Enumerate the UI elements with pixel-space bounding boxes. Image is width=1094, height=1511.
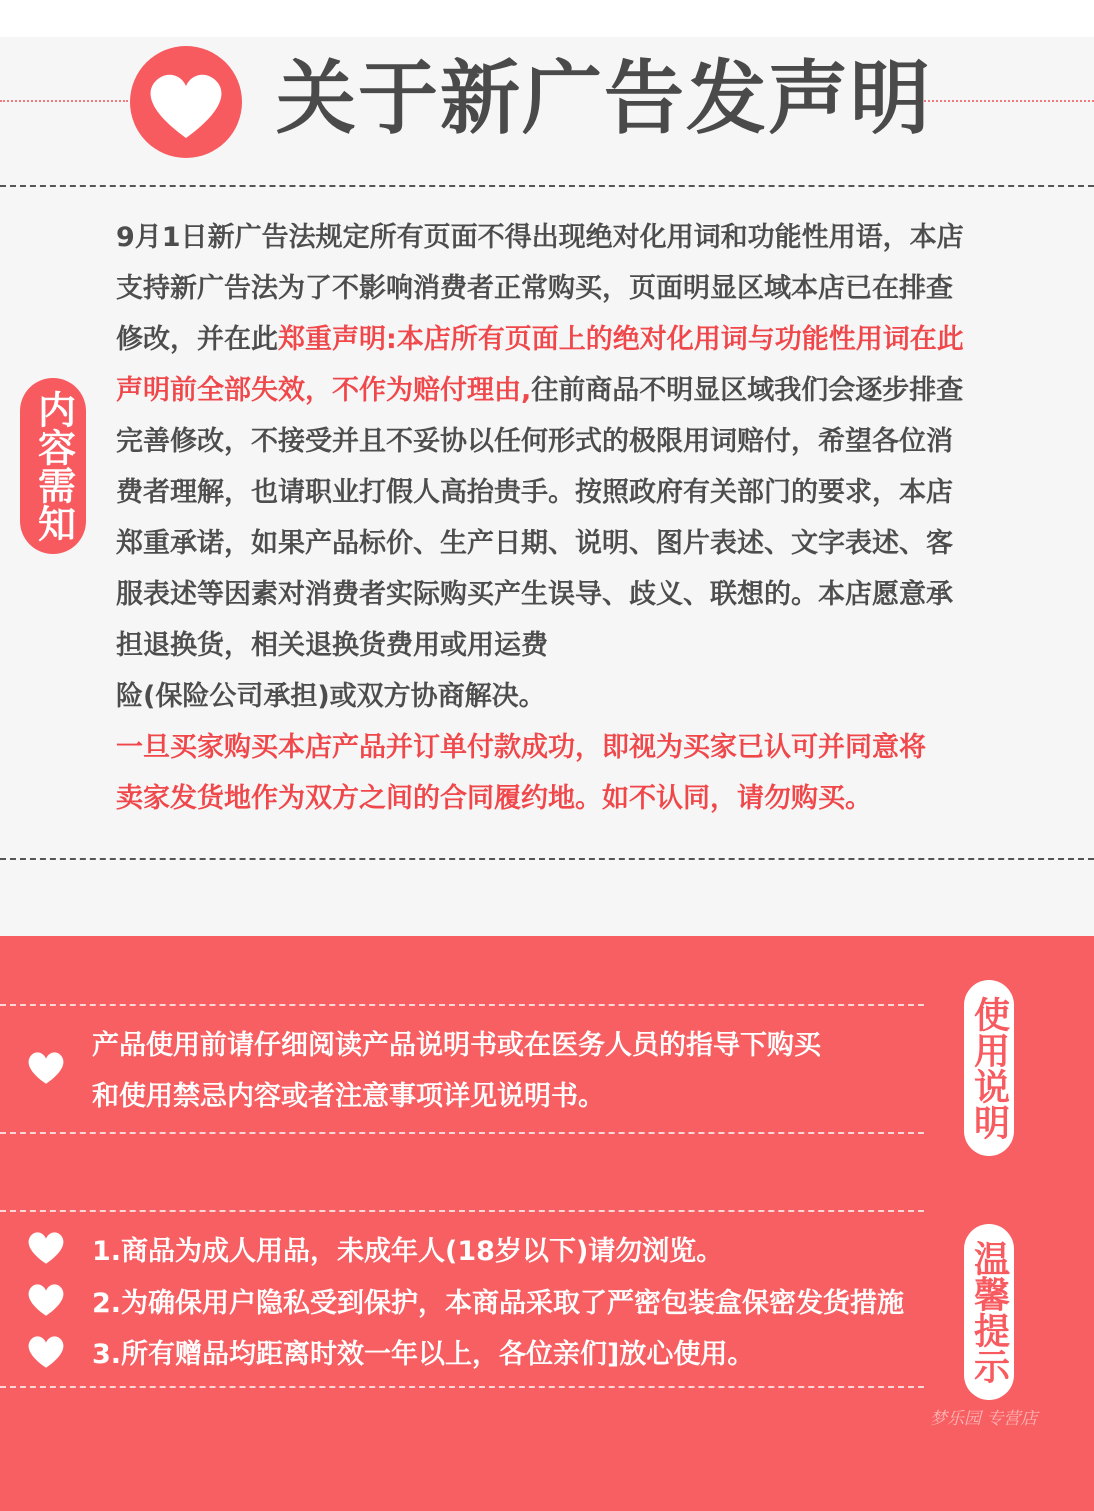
usage-line-1: 产品使用前请仔细阅读产品说明书或在医务人员的指导下购买 [92, 1030, 821, 1061]
tip-item-2: 2.为确保用户隐私受到保护，本商品采取了严密包装盒保密发货措施 [92, 1288, 905, 1319]
heart-icon [130, 46, 242, 158]
notice-line [116, 569, 1056, 620]
notice-text: 费者理解，也请职业打假人高抬贵手。按照政府有关部门的要求，本店 [116, 477, 953, 508]
notice-line [116, 773, 1056, 824]
notice-body [116, 212, 1056, 824]
notice-text: 郑重承诺，如果产品标价、生产日期、说明、图片表述、文字表述、客 [116, 528, 953, 559]
notice-highlight-text: 声明前全部失效，不作为赔付理由, [116, 375, 532, 406]
heart-icon [25, 1046, 67, 1088]
notice-line [116, 671, 1056, 722]
usage-top-divider [0, 1004, 924, 1006]
notice-highlight-text: 一旦买家购买本店产品并订单付款成功，即视为买家已认可并同意将 [116, 732, 926, 763]
tips-top-divider [0, 1210, 924, 1212]
header-divider-right [908, 100, 1094, 102]
page-title: 关于新广告发声明 [276, 52, 932, 145]
notice-line [116, 416, 1056, 467]
heart-icon [25, 1226, 67, 1268]
heart-icon [25, 1278, 67, 1320]
notice-text: 险(保险公司承担)或双方协商解决。 [116, 681, 546, 712]
shop-watermark: 梦乐园 专营店 [930, 1409, 1038, 1429]
tips-bottom-divider [0, 1386, 924, 1388]
header-divider-left [0, 100, 128, 102]
notice-line [116, 263, 1056, 314]
notice-text: 完善修改，不接受并且不妥协以任何形式的极限用词赔付，希望各位消 [116, 426, 953, 457]
notice-line [116, 365, 1056, 416]
notice-text: 往前商品不明显区域我们会逐步排查 [531, 375, 964, 406]
notice-line [116, 722, 1056, 773]
notice-line [116, 212, 1056, 263]
notice-line [116, 518, 1056, 569]
notice-text: 担退换货，相关退换货费用或用运费 [116, 630, 548, 661]
usage-side-label: 使用说明 [964, 980, 1014, 1156]
usage-line-2: 和使用禁忌内容或者注意事项详见说明书。 [92, 1081, 605, 1112]
notice-line [116, 620, 1056, 671]
notice-side-label: 内容需知 [20, 378, 86, 554]
notice-text: 修改，并在此 [116, 324, 278, 355]
tip-item-1: 1.商品为成人用品，未成年人(18岁以下)请勿浏览。 [92, 1236, 724, 1267]
heart-icon [25, 1330, 67, 1372]
notice-highlight-text: 郑重声明:本店所有页面上的绝对化用词与功能性用词在此 [278, 324, 964, 355]
tip-item-3: 3.所有赠品均距离时效一年以上，各位亲们]放心使用。 [92, 1339, 755, 1370]
notice-highlight-text: 卖家发货地作为双方之间的合同履约地。如不认同，请勿购买。 [116, 783, 872, 814]
usage-bottom-divider [0, 1132, 924, 1134]
notice-top-divider [0, 185, 1094, 187]
notice-line [116, 314, 1056, 365]
notice-bottom-divider [0, 858, 1094, 860]
heart-badge [130, 46, 242, 158]
top-strip [0, 0, 1094, 37]
notice-text: 服表述等因素对消费者实际购买产生误导、歧义、联想的。本店愿意承 [116, 579, 953, 610]
notice-text: 支持新广告法为了不影响消费者正常购买，页面明显区域本店已在排查 [116, 273, 953, 304]
notice-line [116, 467, 1056, 518]
tips-side-label: 温馨提示 [964, 1224, 1014, 1400]
notice-text: 9月1日新广告法规定所有页面不得出现绝对化用词和功能性用语，本店 [116, 222, 964, 253]
